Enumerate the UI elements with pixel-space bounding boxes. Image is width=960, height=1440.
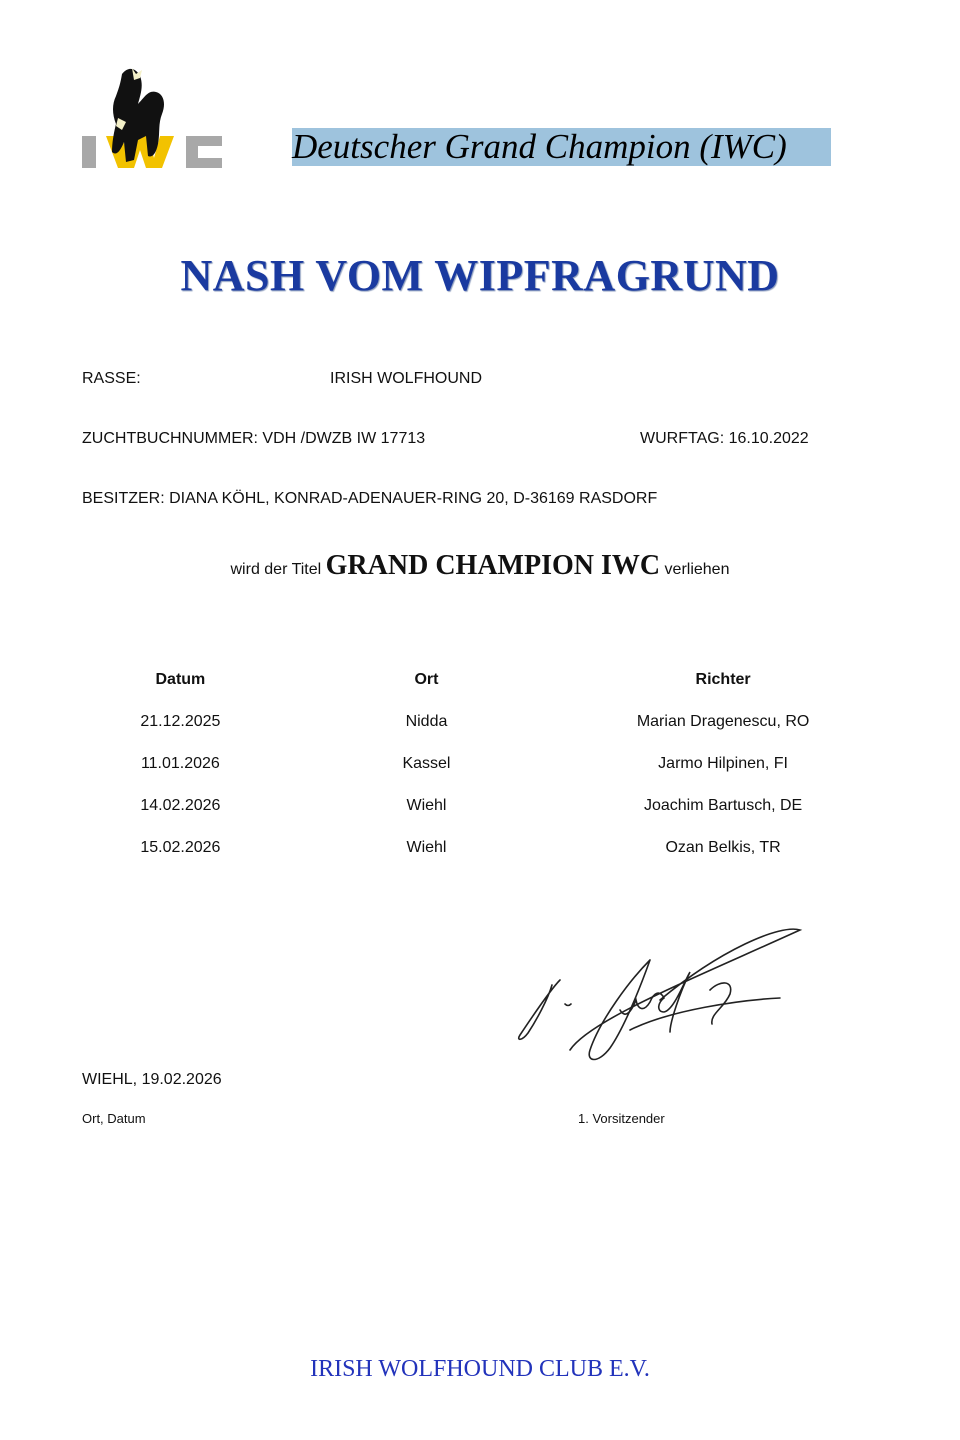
signature — [510, 920, 810, 1070]
table-row — [82, 743, 872, 785]
col-header-date: Datum — [155, 671, 206, 688]
place-cell: Kassel — [402, 755, 451, 772]
dog-name: NASH VOM WIPFRAGRUND — [180, 251, 780, 300]
place-cell: Wiehl — [406, 797, 447, 814]
col-header-judge: Richter — [695, 671, 751, 688]
iwc-logo — [82, 64, 224, 170]
results-table — [82, 666, 872, 869]
title-suffix: verliehen — [664, 561, 730, 578]
place-cell: Wiehl — [406, 839, 447, 856]
birth-date: WURFTAG: 16.10.2022 — [640, 430, 809, 447]
table-row — [82, 701, 872, 743]
awarded-title: GRAND CHAMPION IWC — [325, 550, 661, 581]
breed-value: IRISH WOLFHOUND — [330, 370, 482, 387]
judge-cell: Ozan Belkis, TR — [665, 839, 781, 856]
judge-cell: Jarmo Hilpinen, FI — [658, 755, 788, 772]
breed-label: RASSE: — [82, 370, 141, 387]
table-row — [82, 827, 872, 869]
club-name-footer: IRISH WOLFHOUND CLUB E.V. — [310, 1356, 650, 1382]
date-cell: 15.02.2026 — [140, 839, 221, 856]
date-cell: 14.02.2026 — [140, 797, 221, 814]
judge-cell: Joachim Bartusch, DE — [643, 797, 803, 814]
judge-cell: Marian Dragenescu, RO — [636, 713, 810, 730]
place-date: WIEHL, 19.02.2026 — [82, 1071, 222, 1088]
signer-label: 1. Vorsitzender — [578, 1111, 665, 1126]
owner: BESITZER: DIANA KÖHL, KONRAD-ADENAUER-RING 20, D-36169 RASDORF — [82, 490, 658, 507]
place-date-label: Ort, Datum — [82, 1111, 146, 1126]
table-row — [82, 785, 872, 827]
col-header-place: Ort — [414, 671, 439, 688]
place-cell: Nidda — [405, 713, 448, 730]
studbook-number: ZUCHTBUCHNUMMER: VDH /DWZB IW 17713 — [82, 430, 426, 447]
date-cell: 21.12.2025 — [140, 713, 221, 730]
title-award-line — [0, 550, 960, 582]
certificate-heading: Deutscher Grand Champion (IWC) — [292, 128, 831, 166]
date-cell: 11.01.2026 — [140, 755, 220, 772]
title-prefix: wird der Titel — [230, 561, 322, 578]
